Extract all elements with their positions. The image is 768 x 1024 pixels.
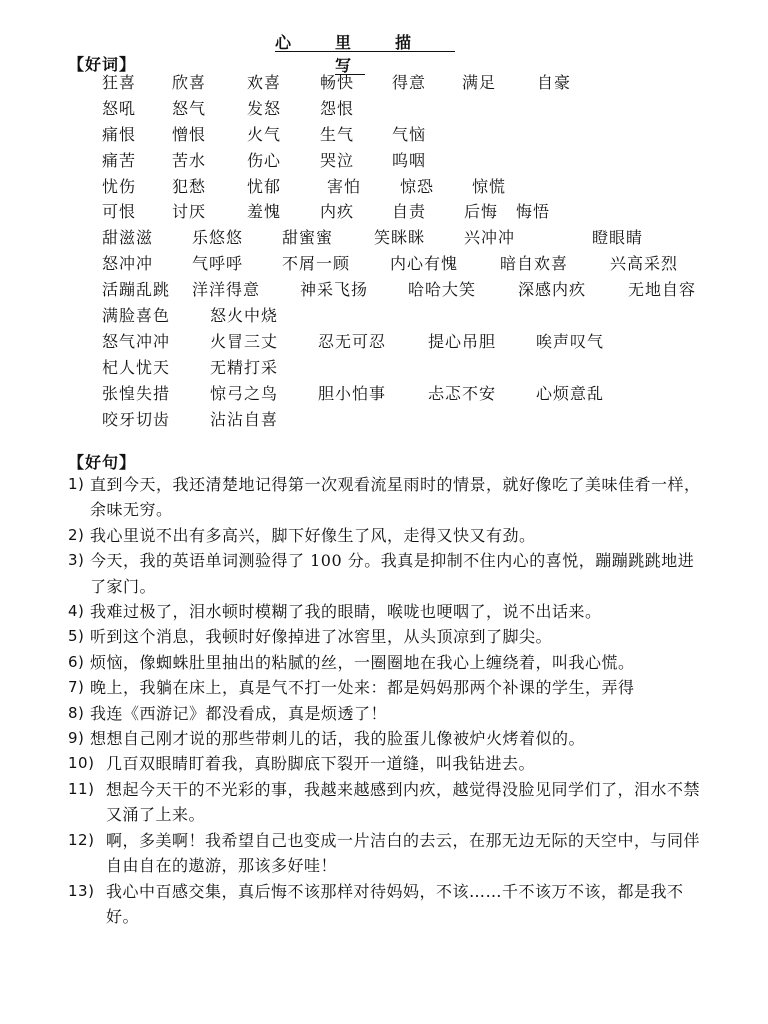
word-item: 提心吊胆 <box>428 331 497 351</box>
word-item: 咬牙切齿 <box>102 409 171 429</box>
sentence-item <box>68 777 708 828</box>
word-item: 苦水 <box>172 150 207 170</box>
sentence-item <box>68 624 708 649</box>
word-item: 内疚 <box>320 202 355 222</box>
sentence-item <box>68 548 708 599</box>
word-row <box>102 329 722 355</box>
sentence-text: 我心中百感交集，真后悔不该那样对待妈妈，不该……千不该万不该，都是我不好。 <box>106 881 684 926</box>
word-item: 兴高采烈 <box>610 254 679 274</box>
good-sentences-heading: 【好句】 <box>68 453 137 472</box>
word-item: 后悔 <box>464 202 499 222</box>
sentence-item <box>68 828 708 879</box>
word-item: 活蹦乱跳 <box>102 280 171 300</box>
word-item: 羞愧 <box>247 202 282 222</box>
word-item: 不屑一顾 <box>282 254 351 274</box>
word-item: 笑眯眯 <box>374 228 426 248</box>
sentence-item <box>68 650 708 675</box>
word-item: 欢喜 <box>247 73 282 92</box>
word-item: 无地自容 <box>628 280 697 300</box>
sentence-number: 12) <box>68 830 95 849</box>
word-item: 忐忑不安 <box>428 383 497 403</box>
word-item: 可恨 <box>102 202 137 222</box>
sentence-number: 10) <box>68 754 95 773</box>
word-item: 无精打采 <box>210 357 279 377</box>
word-row <box>102 70 722 96</box>
word-row <box>102 407 722 433</box>
sentence-number: 7) <box>68 678 85 697</box>
sentence-text: 烦恼，像蜘蛛肚里抽出的粘腻的丝，一圈圈地在我心上缠绕着，叫我心慌。 <box>90 652 635 672</box>
word-item: 发怒 <box>247 98 282 118</box>
word-item: 沾沾自喜 <box>210 409 279 429</box>
sentence-item <box>68 701 708 726</box>
word-item: 满足 <box>462 73 497 92</box>
sentence-item <box>68 726 708 751</box>
word-item: 胆小怕事 <box>318 383 387 403</box>
word-item: 气恼 <box>392 124 427 144</box>
word-item: 怒吼 <box>102 98 137 118</box>
word-row <box>102 122 722 148</box>
sentence-number: 11) <box>68 779 95 798</box>
word-row <box>102 381 722 407</box>
word-item: 惊弓之鸟 <box>210 383 279 403</box>
sentence-text: 想想自己刚才说的那些带刺儿的话，我的脸蛋儿像被炉火烤着似的。 <box>90 729 586 749</box>
sentence-item <box>68 523 708 548</box>
word-item: 哭泣 <box>320 150 355 170</box>
sentence-item <box>68 879 708 930</box>
sentence-number: 5) <box>68 627 85 646</box>
sentence-text: 我心里说不出有多高兴，脚下好像生了风，走得又快又有劲。 <box>90 525 536 545</box>
word-item: 怒火中烧 <box>210 306 279 326</box>
sentence-item <box>68 675 708 700</box>
good-sentences-list <box>68 472 708 929</box>
word-item: 生气 <box>320 124 355 144</box>
word-item: 哈哈大笑 <box>408 280 477 300</box>
sentence-item <box>68 751 708 776</box>
word-item: 害怕 <box>327 176 362 196</box>
word-item: 犯愁 <box>172 176 207 196</box>
word-item: 瞪眼睛 <box>592 228 644 248</box>
word-item: 杞人忧天 <box>102 357 171 377</box>
sentence-text: 几百双眼睛盯着我，真盼脚底下裂开一道缝，叫我钻进去。 <box>106 754 536 774</box>
sentence-number: 4) <box>68 602 85 621</box>
word-row <box>102 148 722 174</box>
word-item: 忧郁 <box>247 176 282 196</box>
sentence-text: 想起今天干的不光彩的事，我越来越感到内疚，越觉得没脸见同学们了，泪水不禁又涌了上来。 <box>106 779 701 825</box>
word-item: 悔悟 <box>516 202 551 222</box>
sentence-number: 2) <box>68 525 85 544</box>
word-item: 呜咽 <box>392 150 427 170</box>
word-item: 心烦意乱 <box>536 383 605 403</box>
sentence-item <box>68 599 708 624</box>
word-row <box>102 96 722 122</box>
word-row <box>102 225 722 251</box>
sentence-number: 3) <box>68 551 85 570</box>
word-item: 神采飞扬 <box>300 280 369 300</box>
word-item: 火冒三丈 <box>210 331 279 351</box>
word-item: 怒气冲冲 <box>102 331 171 351</box>
word-item: 乐悠悠 <box>192 228 244 248</box>
word-item: 狂喜 <box>102 73 137 92</box>
page-title: 心 里 描 写 <box>274 33 456 75</box>
sentence-number: 9) <box>68 729 85 748</box>
word-item: 憎恨 <box>172 124 207 144</box>
word-item: 满脸喜色 <box>102 306 171 326</box>
sentence-text: 听到这个消息，我顿时好像掉进了冰窖里，从头顶凉到了脚尖。 <box>90 627 553 647</box>
sentence-text: 我难过极了，泪水顿时模糊了我的眼睛，喉咙也哽咽了，说不出话来。 <box>90 602 602 622</box>
word-item: 兴冲冲 <box>464 228 516 248</box>
word-item: 怨恨 <box>320 98 355 118</box>
word-row <box>102 277 722 303</box>
word-item: 痛恨 <box>102 124 137 144</box>
word-item: 怒冲冲 <box>102 254 154 274</box>
sentence-number: 6) <box>68 652 85 671</box>
sentence-number: 1) <box>68 475 85 493</box>
good-words-heading: 【好词】 <box>68 55 137 74</box>
word-item: 暗自欢喜 <box>500 254 569 274</box>
word-item: 痛苦 <box>102 150 137 170</box>
sentence-text: 啊，多美啊！我希望自己也变成一片洁白的去云，在那无边无际的天空中，与同伴自由自在的遨游，那该多好哇！ <box>106 830 701 876</box>
word-row <box>102 174 722 200</box>
word-item: 惊恐 <box>400 176 435 196</box>
word-row <box>102 303 722 329</box>
word-item: 甜蜜蜜 <box>282 228 334 248</box>
word-row <box>102 251 722 277</box>
word-item: 自豪 <box>537 73 572 92</box>
word-item: 火气 <box>247 124 282 144</box>
word-item: 讨厌 <box>172 202 207 222</box>
word-item: 气呼呼 <box>192 254 244 274</box>
word-item: 伤心 <box>247 150 282 170</box>
word-item: 畅快 <box>320 73 355 92</box>
sentence-text: 今天，我的英语单词测验得了 100 分。我真是抑制不住内心的喜悦，蹦蹦跳跳地进了家门。 <box>90 551 695 596</box>
word-item: 张惶失措 <box>102 383 171 403</box>
word-item: 内心有愧 <box>390 254 459 274</box>
sentence-text: 晚上，我躺在床上，真是气不打一处来：都是妈妈那两个补课的学生，弄得 <box>90 678 635 698</box>
sentence-number: 13) <box>68 881 95 900</box>
sentence-item <box>68 472 708 523</box>
good-words-list <box>102 70 722 432</box>
word-item: 忧伤 <box>102 176 137 196</box>
word-item: 甜滋滋 <box>102 228 154 248</box>
sentence-number: 8) <box>68 703 85 722</box>
word-item: 惊慌 <box>472 176 507 196</box>
word-item: 欣喜 <box>172 73 207 92</box>
word-item: 洋洋得意 <box>192 280 261 300</box>
word-row <box>102 199 722 225</box>
word-item: 得意 <box>392 73 427 92</box>
word-item: 自责 <box>392 202 427 222</box>
sentence-text: 我连《西游记》都没看成，真是烦透了！ <box>90 703 388 723</box>
word-item: 唉声叹气 <box>536 331 605 351</box>
word-item: 怒气 <box>172 98 207 118</box>
word-item: 忍无可忍 <box>318 331 387 351</box>
word-item: 深感内疚 <box>518 280 587 300</box>
word-row <box>102 355 722 381</box>
sentence-text: 直到今天，我还清楚地记得第一次观看流星雨时的情景，就好像吃了美味佳肴一样，余味无穷。 <box>90 475 701 520</box>
